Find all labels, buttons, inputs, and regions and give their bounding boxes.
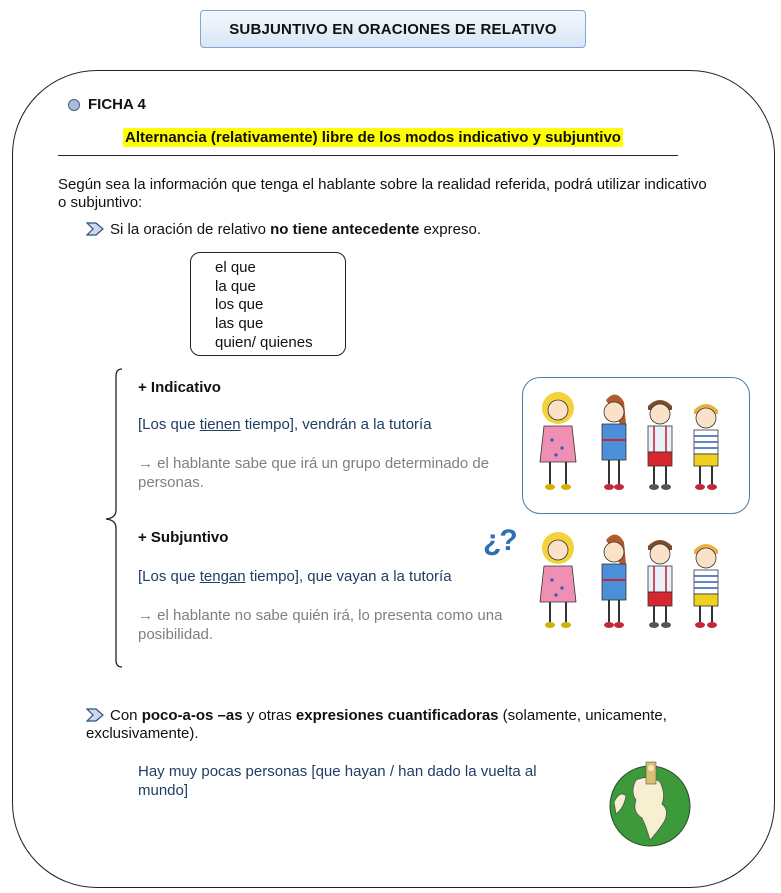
relative-pronoun: las que xyxy=(215,315,264,333)
list-item-quantifiers xyxy=(86,707,746,743)
indicativo-verb: tienen xyxy=(199,416,241,433)
item1-text-post: expreso. xyxy=(419,221,481,238)
ficha-label: FICHA 4 xyxy=(88,96,146,113)
ficha-subtitle: Alternancia (relativamente) libre de los modos indicativo y subjuntivo xyxy=(125,129,621,146)
relative-pronouns-box xyxy=(190,252,346,356)
relative-pronoun: los que xyxy=(215,296,264,314)
item2-text-bold2: expresiones cuantificadoras xyxy=(295,707,499,724)
divider xyxy=(58,155,678,156)
intro-paragraph: Según sea la información que tenga el hablante sobre la realidad referida, podrá utilizar indicativo o subjuntivo: xyxy=(58,176,707,211)
children-illustration-icon xyxy=(530,384,742,496)
arrow-bullet-icon xyxy=(86,222,104,236)
globe-icon xyxy=(606,760,694,848)
relative-pronoun: quien/ quienes xyxy=(215,333,313,351)
children-illustration-icon xyxy=(530,526,742,634)
item2-text-post: (solamente, unicamente, exclusivamente). xyxy=(86,707,667,742)
subjuntivo-example xyxy=(138,568,452,585)
relative-pronoun: la que xyxy=(215,277,256,295)
subjuntivo-heading: + Subjuntivo xyxy=(138,529,229,546)
item2-text-mid: y otras xyxy=(242,707,296,724)
subjuntivo-note: → el hablante no sabe quién irá, lo presenta como una posibilidad. xyxy=(138,607,503,643)
indicativo-example xyxy=(138,416,432,433)
question-mark-icon: ¿? xyxy=(483,524,516,557)
indicativo-heading: + Indicativo xyxy=(138,379,221,396)
indicativo-example-pre: [Los que xyxy=(138,416,200,433)
indicativo-example-post: tiempo], vendrán a la tutoría xyxy=(240,416,432,433)
item2-text-bold1: poco-a-os –as xyxy=(141,707,243,724)
arrow-bullet-icon xyxy=(86,708,104,722)
circle-bullet-icon xyxy=(68,99,80,111)
item2-text-pre: Con xyxy=(110,707,142,724)
item1-text-pre: Si la oración de relativo xyxy=(110,221,271,238)
relative-pronoun: el que xyxy=(215,259,256,276)
ficha-heading xyxy=(68,96,146,113)
indicativo-note: → el hablante sabe que irá un grupo determinado de personas. xyxy=(138,455,490,491)
page-title-text: SUBJUNTIVO EN ORACIONES DE RELATIVO xyxy=(229,20,557,38)
list-item-no-antecedent xyxy=(86,221,481,239)
subjuntivo-example-post: tiempo], que vayan a la tutoría xyxy=(245,568,452,585)
item1-text-bold: no tiene antecedente xyxy=(270,221,420,238)
page-title xyxy=(200,10,586,48)
quantifier-example: Hay muy pocas personas [que hayan / han dado la vuelta al mundo] xyxy=(138,763,537,799)
subjuntivo-verb: tengan xyxy=(199,568,246,585)
left-brace-icon xyxy=(102,368,124,668)
subjuntivo-example-pre: [Los que xyxy=(138,568,200,585)
